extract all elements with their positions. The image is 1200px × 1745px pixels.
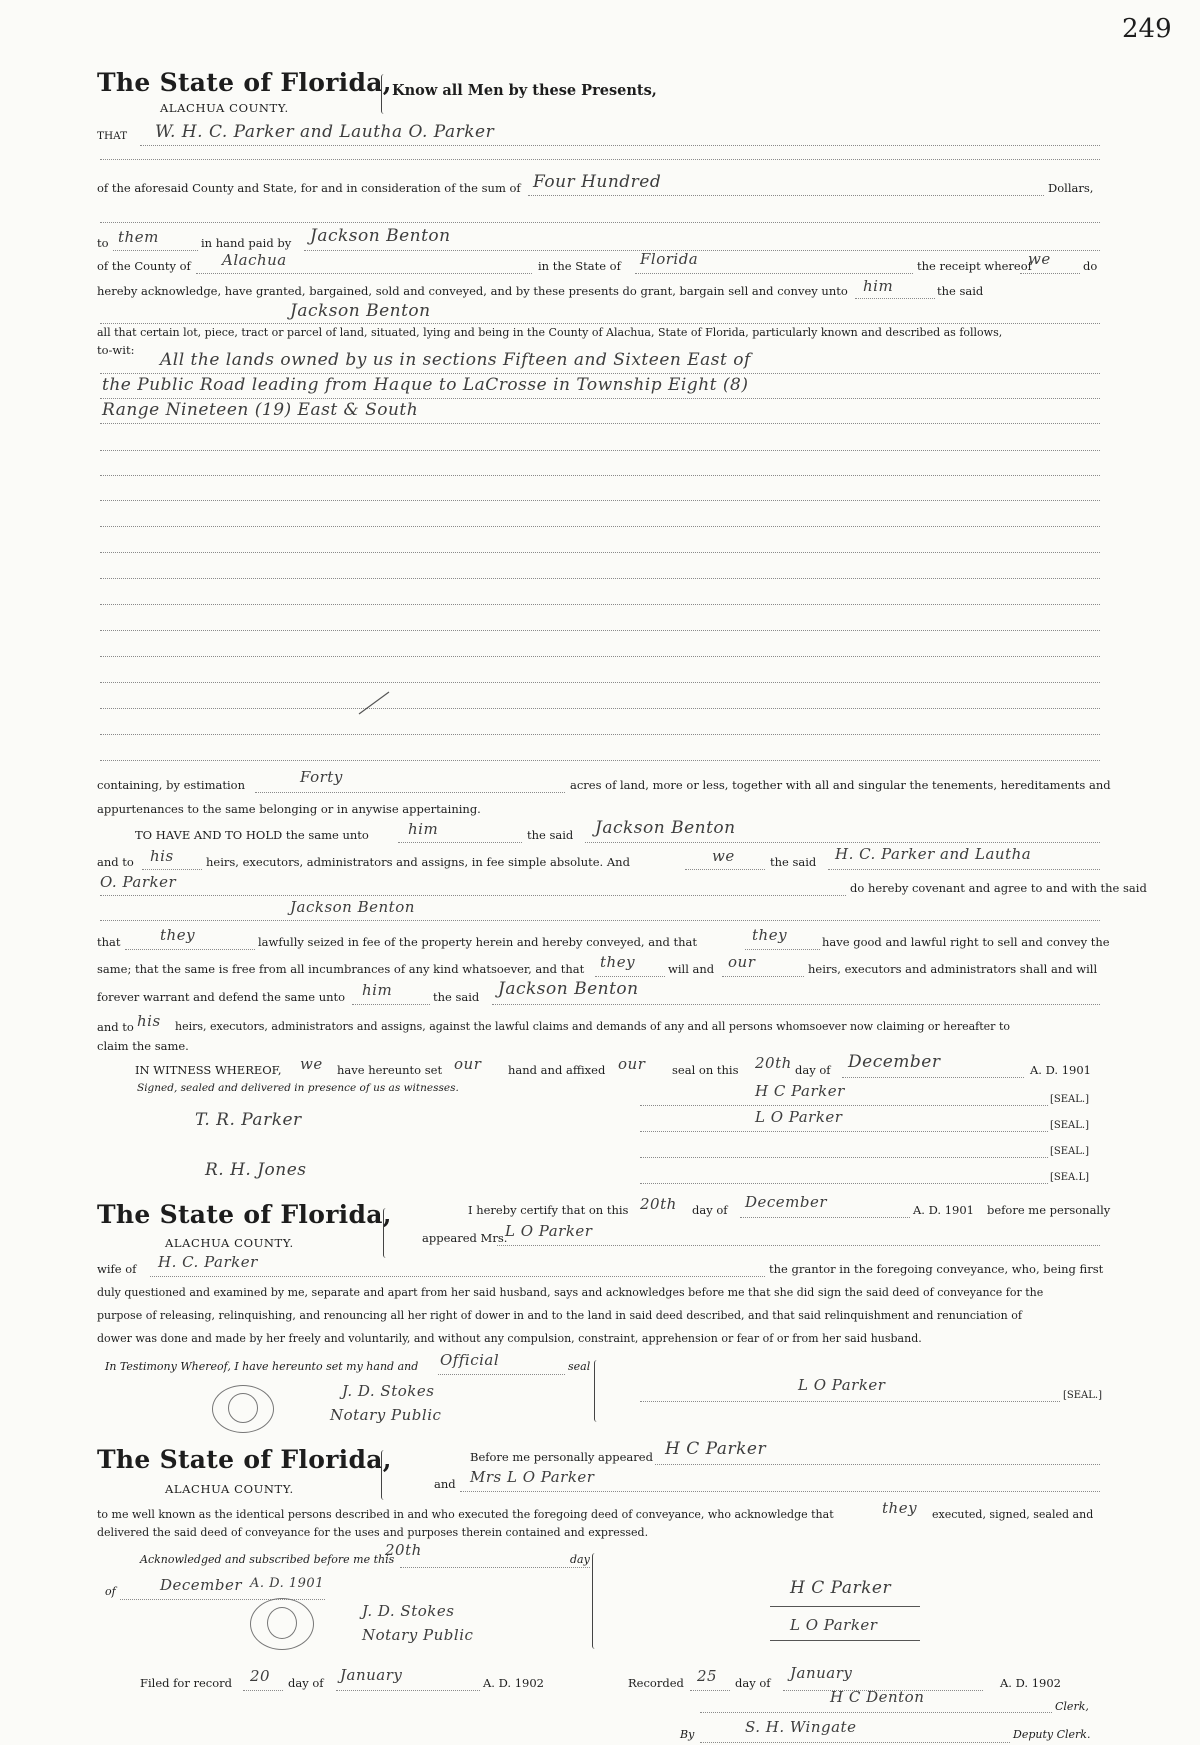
recorded-day-of: day of	[735, 1676, 771, 1690]
covenant-name: Jackson Benton	[290, 898, 415, 916]
warrant-name: Jackson Benton	[498, 979, 639, 999]
notary-seal-stamp-2-inner	[267, 1607, 297, 1639]
habendum-said: the said	[527, 828, 574, 842]
dollars-label: Dollars,	[1048, 181, 1094, 195]
acknowledge-text: hereby acknowledge, have granted, bargained, sold and conveyed, and by these presents do grant, bargain sell and convey unto	[97, 284, 848, 298]
convey-unto: him	[863, 277, 894, 295]
witness-our-2: our	[618, 1055, 646, 1073]
delivered-text: delivered the said deed of conveyance for the uses and purposes therein contained and expressed.	[97, 1526, 649, 1539]
witness-have-set: have hereunto set	[337, 1063, 443, 1077]
certify-text: I hereby certify that on this	[468, 1203, 629, 1217]
acres-text: acres of land, more or less, together with all and singular the tenements, hereditaments and	[570, 778, 1111, 792]
witness-who: we	[300, 1055, 323, 1073]
county-label: ALACHUA COUNTY.	[160, 101, 289, 115]
ack-day-word: day	[570, 1553, 590, 1566]
covenant-text: do hereby covenant and agree to and with the said	[850, 881, 1147, 895]
cert2-officer: J. D. Stokes	[362, 1602, 455, 1620]
county-label-2: ALACHUA COUNTY.	[165, 1236, 294, 1250]
ack-of-label: of	[105, 1585, 116, 1598]
will-and: will and	[668, 962, 715, 976]
brace-2	[383, 1208, 392, 1258]
appurtenances-text: appurtenances to the same belonging or in anywise appertaining.	[97, 802, 481, 816]
will-text: heirs, executors and administrators shall and will	[808, 962, 1098, 976]
and-to-label: and to	[97, 855, 134, 869]
certify-ad: A. D. 1901	[913, 1203, 975, 1217]
habendum-label: TO HAVE AND TO HOLD the same unto	[135, 828, 369, 842]
notary-seal-stamp-inner	[228, 1393, 258, 1423]
witness-1: T. R. Parker	[195, 1110, 302, 1130]
heirs-text: heirs, executors, administrators and assigns, in fee simple absolute. And	[206, 855, 630, 869]
the-said-2: the said	[770, 855, 817, 869]
county-of-label: of the County of	[97, 259, 191, 273]
will-value: our	[728, 953, 756, 971]
certify-before-me: before me personally	[987, 1203, 1111, 1217]
pen-stroke	[355, 688, 395, 718]
brace-3	[594, 1360, 603, 1422]
to-wit-label: to-wit:	[97, 343, 135, 357]
that-value: they	[160, 926, 196, 944]
state-of: Florida	[640, 250, 699, 268]
claim-same: claim the same.	[97, 1039, 189, 1053]
the-said-label: the said	[937, 284, 984, 298]
ack-day: 20th	[385, 1541, 422, 1559]
brace	[381, 74, 390, 114]
testimony-text: In Testimony Whereof, I have hereunto set my hand and	[105, 1360, 419, 1373]
warrant-said: the said	[433, 990, 480, 1004]
containing-label: containing, by estimation	[97, 778, 246, 792]
cert-body-2: purpose of releasing, relinquishing, and renouncing all her right of dower in and to the land in said deed described, and that said relinquishment and renunciation of	[97, 1309, 1022, 1322]
filed-text: Filed for record	[140, 1676, 233, 1690]
that-label: THAT	[97, 130, 128, 142]
certify-day: 20th	[640, 1195, 677, 1213]
witness-day-of: day of	[795, 1063, 831, 1077]
grantee: Jackson Benton	[290, 301, 431, 321]
signature-underline-2	[770, 1640, 920, 1641]
consideration-text: of the aforesaid County and State, for and in consideration of the sum of	[97, 181, 521, 195]
by-label: By	[680, 1728, 695, 1741]
paid-by-label: in hand paid by	[201, 236, 292, 250]
cert2-officer-title: Notary Public	[362, 1626, 474, 1644]
free-text: same; that the same is free from all incumbrances of any kind whatsoever, and that	[97, 962, 585, 976]
grantor-text: the grantor in the foregoing conveyance, who, being first	[769, 1262, 1104, 1276]
land-text: all that certain lot, piece, tract or parcel of land, situated, lying and being in the County of Alachua, State of Florida, particularly known and described as follows,	[97, 326, 1003, 339]
filed-day-of: day of	[288, 1676, 324, 1690]
description-line-3: Range Nineteen (19) East & South	[102, 400, 419, 420]
state-title-2: The State of Florida,	[97, 1200, 392, 1229]
filed-ad: A. D. 1902	[483, 1676, 545, 1690]
seal-word: seal	[568, 1360, 591, 1373]
amount: Four Hundred	[533, 172, 662, 192]
witness-month: December	[848, 1052, 941, 1072]
executed-text: executed, signed, sealed and	[932, 1508, 1094, 1521]
appeared-label: appeared Mrs.	[422, 1231, 508, 1245]
signer-1: H C Parker	[755, 1082, 845, 1100]
and-to-value: his	[150, 847, 174, 865]
and-value: we	[712, 847, 735, 865]
witness-hand-affixed: hand and affixed	[508, 1063, 606, 1077]
witness-day: 20th	[755, 1054, 792, 1072]
seal-label-4: [SEA.L]	[1050, 1172, 1089, 1183]
grantors-2b: O. Parker	[100, 873, 177, 891]
paid-by: Jackson Benton	[310, 226, 451, 246]
free-value: they	[600, 953, 636, 971]
clerk-name: H C Denton	[830, 1688, 925, 1706]
that-label-2: that	[97, 935, 121, 949]
recorded-month: January	[790, 1664, 853, 1682]
husband-name: H. C. Parker	[158, 1253, 258, 1271]
seal-label-2: [SEAL.]	[1050, 1120, 1089, 1131]
ack-month: December	[160, 1576, 243, 1594]
brace-5	[592, 1553, 601, 1649]
state-title-3: The State of Florida,	[97, 1445, 392, 1474]
description-line-2: the Public Road leading from Haque to LaCrosse in Township Eight (8)	[102, 375, 749, 395]
do-label: do	[1083, 259, 1098, 273]
recorded-day: 25	[697, 1667, 718, 1685]
before-text: Before me personally appeared	[470, 1450, 653, 1464]
clerk-label: Clerk,	[1055, 1700, 1089, 1713]
official-value: Official	[440, 1351, 500, 1369]
witness-ad: A. D. 1901	[1030, 1063, 1092, 1077]
filed-month: January	[340, 1666, 403, 1684]
habendum-name: Jackson Benton	[595, 818, 736, 838]
seal-label-3: [SEAL.]	[1050, 1146, 1089, 1157]
filed-day: 20	[250, 1667, 271, 1685]
witness-our: our	[454, 1055, 482, 1073]
before-name-2: Mrs L O Parker	[470, 1468, 595, 1486]
cert1-officer-title: Notary Public	[330, 1406, 442, 1424]
grantors-2a: H. C. Parker and Lautha	[835, 845, 1032, 863]
deputy-name: S. H. Wingate	[745, 1718, 857, 1736]
ack-text: Acknowledged and subscribed before me this	[140, 1553, 395, 1566]
claims-text: heirs, executors, administrators and assigns, against the lawful claims and demands of any and all persons whomsoever now claiming or hereafter to	[175, 1020, 1010, 1033]
deputy-label: Deputy Clerk.	[1013, 1728, 1091, 1741]
witness-2: R. H. Jones	[205, 1160, 307, 1180]
and-label-2: and	[434, 1477, 456, 1491]
brace-4	[381, 1450, 390, 1500]
seized-text: lawfully seized in fee of the property herein and hereby conveyed, and that	[258, 935, 698, 949]
cert-body-3: dower was done and made by her freely and voluntarily, and without any compulsion, constraint, apprehension or fear of or from her said husband.	[97, 1332, 922, 1345]
receipt-label: the receipt whereof	[917, 259, 1032, 273]
cert1-seal-label: [SEAL.]	[1063, 1390, 1102, 1401]
recorded-ad: A. D. 1902	[1000, 1676, 1062, 1690]
signature-underline	[770, 1606, 920, 1607]
certify-day-of: day of	[692, 1203, 728, 1217]
to-label: to	[97, 236, 109, 250]
warrant-unto: him	[362, 981, 393, 999]
ack-ad: A. D. 1901	[250, 1576, 324, 1591]
known-text: to me well known as the identical persons described in and who executed the foregoing deed of conveyance, who acknowledge that	[97, 1508, 834, 1521]
witness-text: IN WITNESS WHEREOF,	[135, 1063, 282, 1077]
presents-heading: Know all Men by these Presents,	[392, 82, 657, 99]
county-label-3: ALACHUA COUNTY.	[165, 1482, 294, 1496]
and-to-2-label: and to	[97, 1020, 134, 1034]
to-value: them	[118, 228, 159, 246]
acres-value: Forty	[300, 768, 343, 786]
certify-month: December	[745, 1193, 828, 1211]
grantors: W. H. C. Parker and Lautha O. Parker	[155, 122, 495, 142]
signed-text: Signed, sealed and delivered in presence of us as witnesses.	[137, 1082, 459, 1094]
signer-2: L O Parker	[755, 1108, 843, 1126]
appeared-name: L O Parker	[505, 1222, 593, 1240]
cert2-signer-2: L O Parker	[790, 1616, 878, 1634]
cert1-officer: J. D. Stokes	[342, 1382, 435, 1400]
habendum-unto: him	[408, 820, 439, 838]
page-number: 249	[1122, 14, 1172, 44]
seal-label-1: [SEAL.]	[1050, 1094, 1089, 1105]
cert1-signer: L O Parker	[798, 1376, 886, 1394]
seized-value: they	[752, 926, 788, 944]
and-to-2-value: his	[137, 1012, 161, 1030]
witness-seal-on: seal on this	[672, 1063, 739, 1077]
receipt-value: we	[1028, 250, 1051, 268]
right-text: have good and lawful right to sell and convey the	[822, 935, 1110, 949]
warrant-text: forever warrant and defend the same unto	[97, 990, 346, 1004]
description-line-1: All the lands owned by us in sections Fifteen and Sixteen East of	[160, 350, 751, 370]
cert-body-1: duly questioned and examined by me, separate and apart from her said husband, says and acknowledges before me that she did sign the said deed of conveyance for the	[97, 1286, 1044, 1299]
recorded-text: Recorded	[628, 1676, 684, 1690]
cert2-signer-1: H C Parker	[790, 1578, 892, 1598]
county-of: Alachua	[222, 251, 287, 269]
state-of-label: in the State of	[538, 259, 621, 273]
known-value: they	[882, 1499, 918, 1517]
state-title: The State of Florida,	[97, 68, 392, 97]
wife-of-label: wife of	[97, 1262, 137, 1276]
before-name-1: H C Parker	[665, 1439, 767, 1459]
